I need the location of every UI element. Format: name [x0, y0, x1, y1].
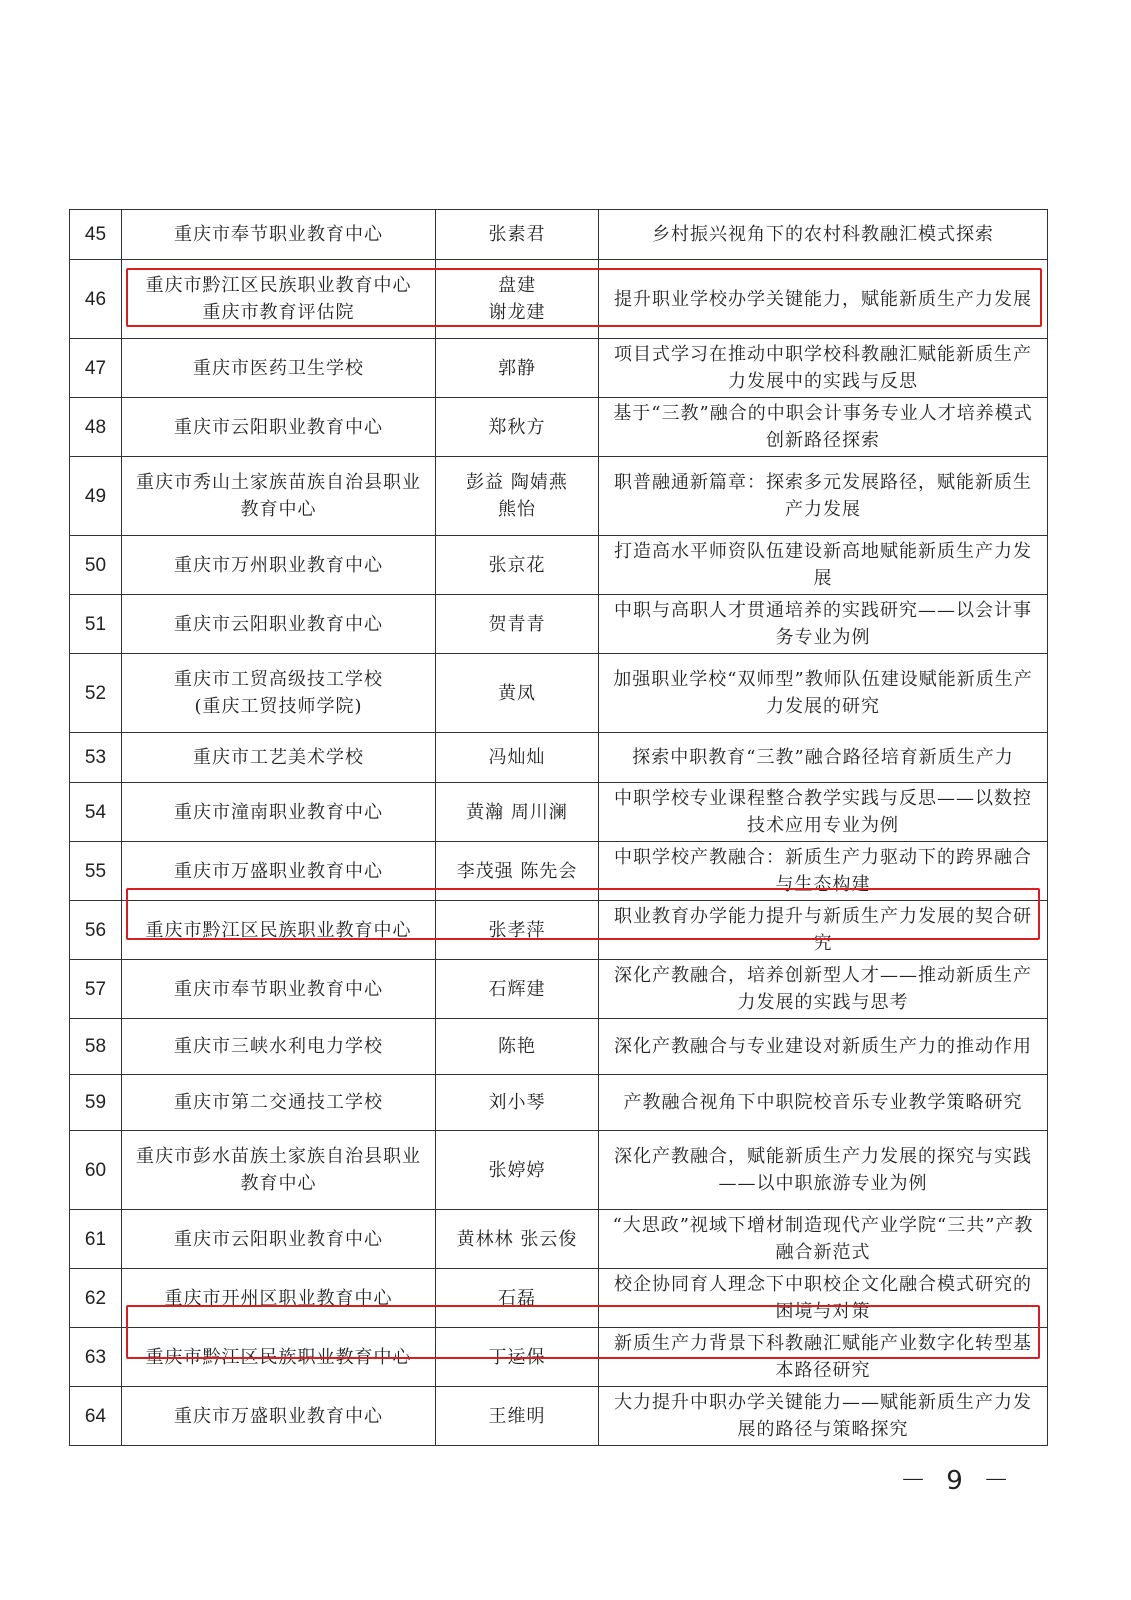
row-number: 60: [70, 1131, 122, 1210]
unit-cell: 重庆市彭水苗族土家族自治县职业教育中心: [122, 1131, 436, 1210]
title-cell: 中职学校产教融合：新质生产力驱动下的跨界融合与生态构建: [599, 842, 1048, 901]
title-cell: 中职与高职人才贯通培养的实践研究——以会计事务专业为例: [599, 595, 1048, 654]
title-cell: 深化产教融合，赋能新质生产力发展的探究与实践——以中职旅游专业为例: [599, 1131, 1048, 1210]
row-number: 51: [70, 595, 122, 654]
row-number: 58: [70, 1019, 122, 1075]
author-cell: 张孝萍: [436, 901, 599, 960]
unit-cell: 重庆市工贸高级技工学校 (重庆工贸技师学院): [122, 654, 436, 733]
row-number: 52: [70, 654, 122, 733]
author-cell: 盘建 谢龙建: [436, 260, 599, 339]
author-cell: 李茂强 陈先会: [436, 842, 599, 901]
author-cell: 黄凤: [436, 654, 599, 733]
row-number: 57: [70, 960, 122, 1019]
unit-cell: 重庆市云阳职业教育中心: [122, 1210, 436, 1269]
title-cell: 产教融合视角下中职院校音乐专业教学策略研究: [599, 1075, 1048, 1131]
unit-cell: 重庆市万州职业教育中心: [122, 536, 436, 595]
highlight-box-row-63: [126, 1305, 1040, 1359]
author-cell: 陈艳: [436, 1019, 599, 1075]
title-cell: 职普融通新篇章：探索多元发展路径，赋能新质生产力发展: [599, 457, 1048, 536]
unit-cell: 重庆市奉节职业教育中心: [122, 210, 436, 260]
row-number: 55: [70, 842, 122, 901]
row-number: 61: [70, 1210, 122, 1269]
row-number: 48: [70, 398, 122, 457]
row-number: 50: [70, 536, 122, 595]
award-list-table: [69, 209, 1048, 1446]
table-row: [70, 398, 1048, 457]
unit-cell: 重庆市黔江区民族职业教育中心: [122, 901, 436, 960]
unit-cell: 重庆市黔江区民族职业教育中心: [122, 1328, 436, 1387]
page-number: － 9 －: [900, 1466, 1016, 1496]
title-cell: 加强职业学校“双师型”教师队伍建设赋能新质生产力发展的研究: [599, 654, 1048, 733]
unit-cell: 重庆市开州区职业教育中心: [122, 1269, 436, 1328]
author-cell: 黄瀚 周川澜: [436, 783, 599, 842]
unit-cell: 重庆市云阳职业教育中心: [122, 398, 436, 457]
title-cell: 提升职业学校办学关键能力，赋能新质生产力发展: [599, 260, 1048, 339]
row-number: 47: [70, 339, 122, 398]
author-cell: 贺青青: [436, 595, 599, 654]
unit-cell: 重庆市万盛职业教育中心: [122, 842, 436, 901]
title-cell: 深化产教融合，培养创新型人才——推动新质生产力发展的实践与思考: [599, 960, 1048, 1019]
row-number: 45: [70, 210, 122, 260]
unit-cell: 重庆市秀山土家族苗族自治县职业教育中心: [122, 457, 436, 536]
unit-cell: 重庆市工艺美术学校: [122, 733, 436, 783]
author-cell: 刘小琴: [436, 1075, 599, 1131]
table-row: [70, 1075, 1048, 1131]
title-cell: 基于“三教”融合的中职会计事务专业人才培养模式创新路径探索: [599, 398, 1048, 457]
title-cell: 探索中职教育“三教”融合路径培育新质生产力: [599, 733, 1048, 783]
row-number: 46: [70, 260, 122, 339]
author-cell: 郑秋方: [436, 398, 599, 457]
unit-cell: 重庆市医药卫生学校: [122, 339, 436, 398]
title-cell: 打造高水平师资队伍建设新高地赋能新质生产力发展: [599, 536, 1048, 595]
title-cell: 大力提升中职办学关键能力——赋能新质生产力发展的路径与策略探究: [599, 1387, 1048, 1446]
author-cell: 黄林林 张云俊: [436, 1210, 599, 1269]
table-row: [70, 595, 1048, 654]
title-cell: 新质生产力背景下科教融汇赋能产业数字化转型基本路径研究: [599, 1328, 1048, 1387]
table-row: [70, 654, 1048, 733]
title-cell: “大思政”视域下增材制造现代产业学院“三共”产教融合新范式: [599, 1210, 1048, 1269]
table-row: [70, 457, 1048, 536]
highlight-box-row-56: [126, 888, 1040, 940]
unit-cell: 重庆市万盛职业教育中心: [122, 1387, 436, 1446]
unit-cell: 重庆市奉节职业教育中心: [122, 960, 436, 1019]
title-cell: 校企协同育人理念下中职校企文化融合模式研究的困境与对策: [599, 1269, 1048, 1328]
author-cell: 石磊: [436, 1269, 599, 1328]
table-row: [70, 339, 1048, 398]
title-cell: 中职学校专业课程整合教学实践与反思——以数控技术应用专业为例: [599, 783, 1048, 842]
author-cell: 张素君: [436, 210, 599, 260]
author-cell: 张京花: [436, 536, 599, 595]
unit-cell: 重庆市三峡水利电力学校: [122, 1019, 436, 1075]
row-number: 54: [70, 783, 122, 842]
unit-cell: 重庆市潼南职业教育中心: [122, 783, 436, 842]
author-cell: 王维明: [436, 1387, 599, 1446]
table-row: [70, 210, 1048, 260]
row-number: 59: [70, 1075, 122, 1131]
title-cell: 乡村振兴视角下的农村科教融汇模式探索: [599, 210, 1048, 260]
title-cell: 项目式学习在推动中职学校科教融汇赋能新质生产力发展中的实践与反思: [599, 339, 1048, 398]
table-row: [70, 1210, 1048, 1269]
table-row: [70, 536, 1048, 595]
table-row: [70, 1387, 1048, 1446]
table-row: [70, 1019, 1048, 1075]
unit-cell: 重庆市第二交通技工学校: [122, 1075, 436, 1131]
row-number: 56: [70, 901, 122, 960]
table-row: [70, 960, 1048, 1019]
author-cell: 石辉建: [436, 960, 599, 1019]
table-row: [70, 733, 1048, 783]
row-number: 53: [70, 733, 122, 783]
author-cell: 郭静: [436, 339, 599, 398]
row-number: 64: [70, 1387, 122, 1446]
highlight-box-row-46: [126, 268, 1042, 327]
row-number: 62: [70, 1269, 122, 1328]
author-cell: 彭益 陶婧燕 熊怡: [436, 457, 599, 536]
title-cell: 深化产教融合与专业建设对新质生产力的推动作用: [599, 1019, 1048, 1075]
row-number: 63: [70, 1328, 122, 1387]
author-cell: 丁运保: [436, 1328, 599, 1387]
title-cell: 职业教育办学能力提升与新质生产力发展的契合研究: [599, 901, 1048, 960]
author-cell: 张婷婷: [436, 1131, 599, 1210]
unit-cell: 重庆市云阳职业教育中心: [122, 595, 436, 654]
table-body: [70, 210, 1048, 1446]
table-row: [70, 1131, 1048, 1210]
author-cell: 冯灿灿: [436, 733, 599, 783]
row-number: 49: [70, 457, 122, 536]
table-row: [70, 783, 1048, 842]
unit-cell: 重庆市黔江区民族职业教育中心 重庆市教育评估院: [122, 260, 436, 339]
